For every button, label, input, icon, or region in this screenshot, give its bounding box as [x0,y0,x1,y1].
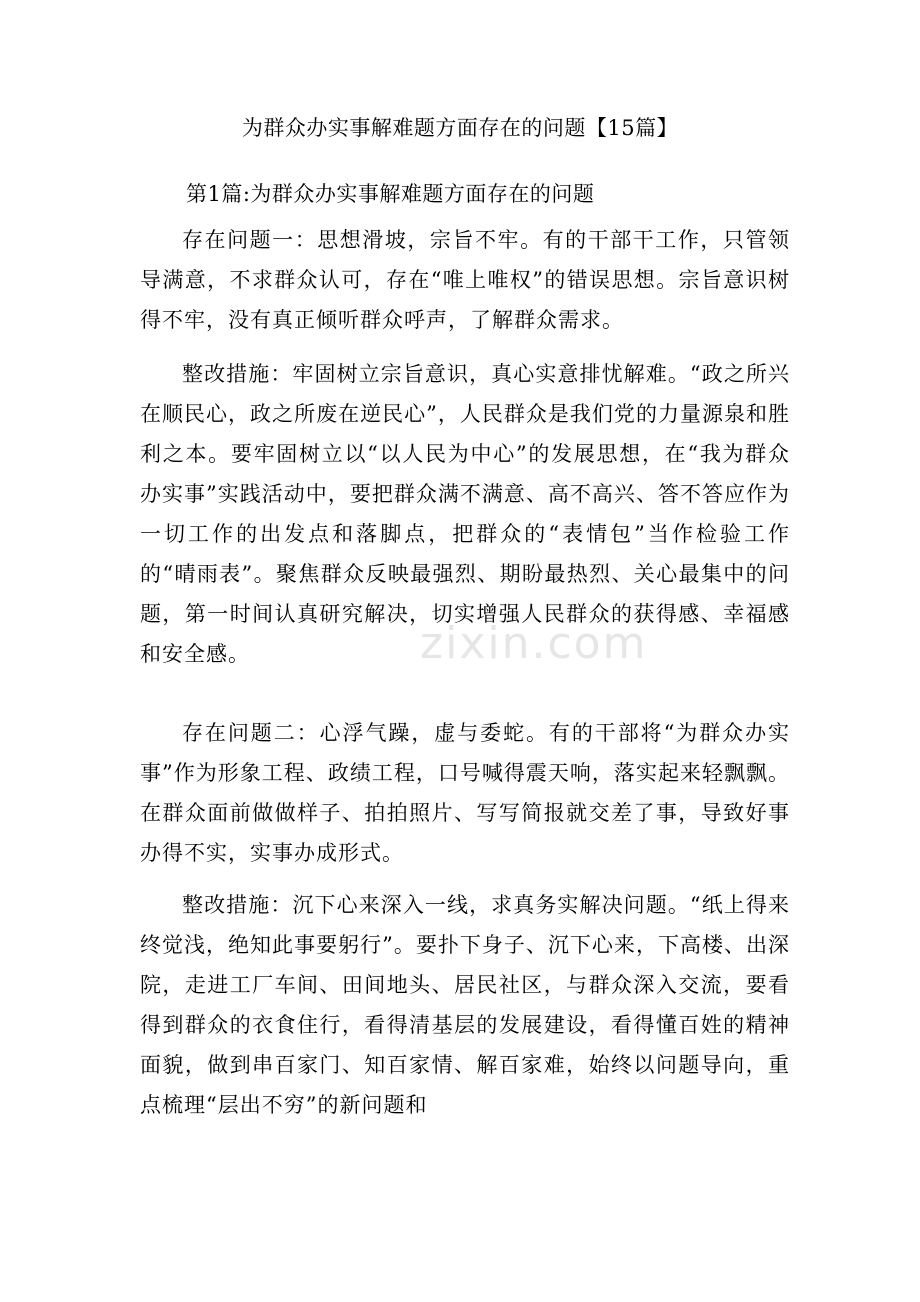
paragraph-measure-1: 整改措施：牢固树立宗旨意识，真心实意排忧解难。“政之所兴在顺民心，政之所废在逆民心”，人民群众是我们党的力量源泉和胜利之本。要牢固树立以“以人民为中心”的发展思想，在“我为群众办实事”实践活动中，要把群众满不满意、高不高兴、答不答应作为一切工作的出发点和落脚点，把群众的“表情包”当作检验工作的“晴雨表”。聚焦群众反映最强烈、期盼最热烈、关心最集中的问题，第一时间认真研究解决，切实增强人民群众的获得感、幸福感和安全感。 [140,362,790,666]
paragraph-measure-2: 整改措施：沉下心来深入一线，求真务实解决问题。“纸上得来终觉浅，绝知此事要躬行”。要扑下身子、沉下心来，下高楼、出深院，走进工厂车间、田间地头、居民社区，与群众深入交流，要看得到群众的衣食住行，看得清基层的发展建设，看得懂百姓的精神面貌，做到串百家门、知百家情、解百家难，始终以问题导向，重点梳理“层出不穷”的新问题和 [140,893,790,1117]
paragraph-problem-2: 存在问题二：心浮气躁，虚与委蛇。有的干部将“为群众办实事”作为形象工程、政绩工程，口号喊得震天响，落实起来轻飘飘。在群众面前做做样子、拍拍照片、写写简报就交差了事，导致好事办得不实，实事办成形式。 [140,721,790,865]
section-heading: 第1篇:为群众办实事解难题方面存在的问题 [186,182,595,206]
paragraph-problem-1: 存在问题一：思想滑坡，宗旨不牢。有的干部干工作，只管领导满意，不求群众认可，存在“唯上唯权”的错误思想。宗旨意识树得不牢，没有真正倾听群众呼声，了解群众需求。 [140,228,790,332]
watermark-text: zixin.com [420,618,648,669]
document-title: 为群众办实事解难题方面存在的问题【15篇】 [241,116,679,140]
